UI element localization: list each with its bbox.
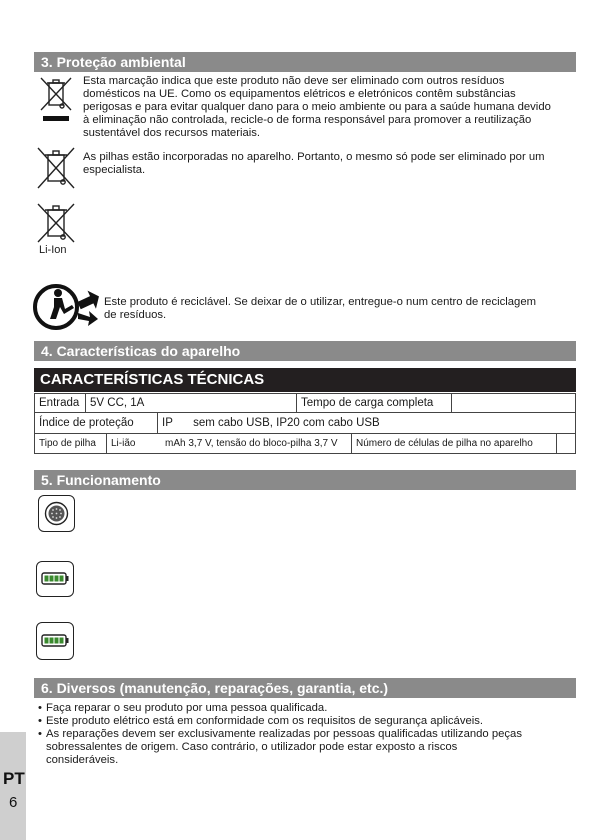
battery-paragraph-line: especialista. [83, 164, 146, 176]
section-4-header: 4. Características do aparelho [34, 341, 576, 361]
weee-bin-icon [36, 74, 76, 124]
weee-bin-crossed-icon [34, 145, 78, 191]
battery-chem: Li-ião [111, 438, 136, 449]
bullet-line: Faça reparar o seu produto por uma pessoa qualificada. [46, 702, 328, 714]
input-label: Entrada [34, 393, 86, 413]
battery-full-icon [36, 561, 74, 597]
bullet-marker: • [38, 702, 42, 714]
charge-time-value [451, 393, 576, 413]
recycle-line: Este produto é reciclável. Se deixar de o utilizar, entregue-o num centro de reciclagem [104, 296, 537, 308]
battery-type-label: Tipo de pilha [34, 433, 107, 454]
specs-table-title: CARACTERÍSTICAS TÉCNICAS [34, 368, 576, 392]
battery-spec: mAh 3,7 V, tensão do bloco-pilha 3,7 V [165, 438, 338, 449]
weee-paragraph-line: domésticos na UE. Como os equipamentos elétricos e eletrónicos contêm substâncias [83, 88, 516, 100]
language-code: PT [3, 769, 25, 788]
weee-paragraph-line: à eliminação não controlada, recicle-o de forma responsável para promover a reutilização [83, 114, 532, 126]
weee-paragraph-line: sustentável dos recursos materiais. [83, 127, 261, 139]
liion-label: Li-Ion [39, 244, 67, 256]
battery-charging-icon [36, 622, 74, 660]
charge-time-label: Tempo de carga completa [296, 393, 452, 413]
protection-value [157, 412, 576, 434]
bullet-marker: • [38, 728, 42, 740]
weee-bin-liion-icon [34, 202, 78, 246]
ip-detail: sem cabo USB, IP20 com cabo USB [193, 417, 380, 429]
weee-paragraph-line: perigosas e para evitar qualquer dano para o meio ambiente ou para a saúde humana devido [83, 101, 551, 113]
recycle-line: de resíduos. [104, 309, 167, 321]
weee-paragraph-line: Esta marcação indica que este produto não deve ser eliminado com outros resíduos [83, 75, 505, 87]
ip-prefix: IP [162, 417, 173, 429]
bullet-line: sobressalentes de origem. Caso contrário, o utilizador pode estar exposto a riscos [46, 741, 458, 753]
input-value: 5V CC, 1A [85, 393, 297, 413]
cell-count-label: Número de células de pilha no aparelho [351, 433, 557, 454]
section-6-header: 6. Diversos (manutenção, reparações, garantia, etc.) [34, 678, 576, 698]
bullet-marker: • [38, 715, 42, 727]
bullet-line: Este produto elétrico está em conformidade com os requisitos de segurança aplicáveis. [46, 715, 484, 727]
bullet-line: consideráveis. [46, 754, 119, 766]
section-5-header: 5. Funcionamento [34, 470, 576, 490]
battery-type-value [106, 433, 352, 454]
recycle-icon [32, 279, 102, 335]
protection-label: Índice de proteção [34, 412, 158, 434]
cell-count-value [556, 433, 576, 454]
battery-paragraph-line: As pilhas estão incorporadas no aparelho. Portanto, o mesmo só pode ser eliminado por um [83, 151, 545, 163]
section-3-header: 3. Proteção ambiental [34, 52, 576, 72]
page-number: 6 [9, 794, 18, 811]
bullet-line: As reparações devem ser exclusivamente realizadas por pessoas qualificadas utilizando peças [46, 728, 522, 740]
button-icon [38, 495, 75, 532]
